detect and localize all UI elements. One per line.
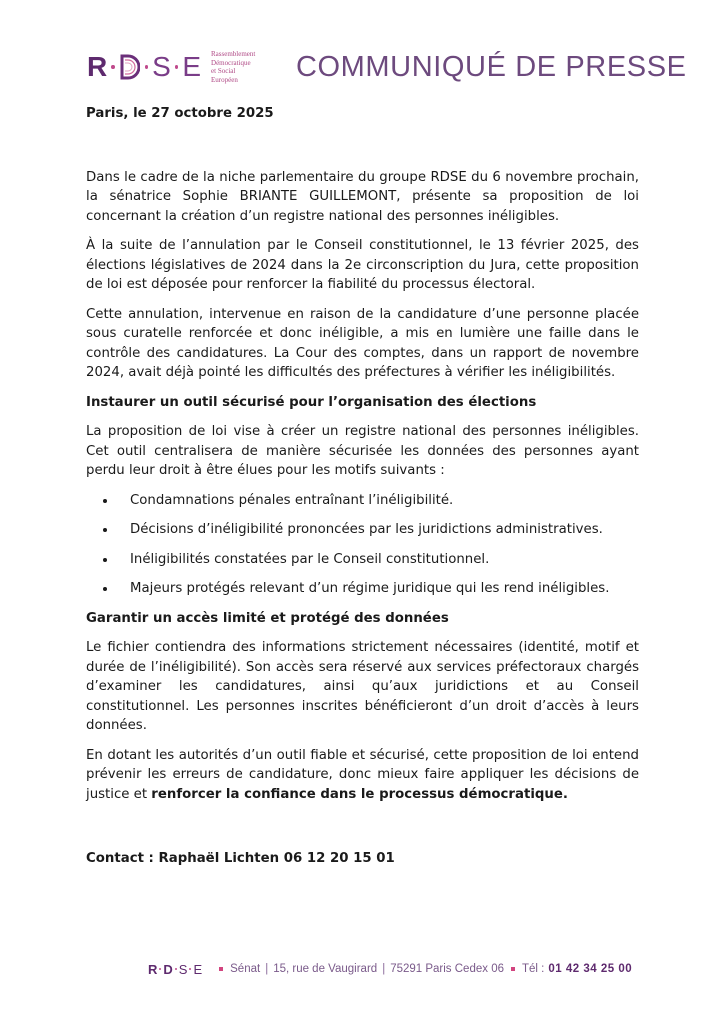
section-heading-tool: Instaurer un outil sécurisé pour l’organisation des élections [86, 394, 537, 410]
paragraph-intro: Dans le cadre de la niche parlementaire du groupe RDSE du 6 novembre prochain, la sénatrice Sophie BRIANTE GUILLEMONT, présente sa proposition de loi concernant la création d’un registre national des personnes inéligibles. [86, 169, 639, 224]
list-item: Majeurs protégés relevant d’un régime juridique qui les rend inéligibles. [130, 579, 639, 599]
footer-tel-number: 01 42 34 25 00 [548, 963, 633, 975]
logo-d-icon [120, 54, 140, 80]
tagline-line: et Social Européen [211, 67, 238, 84]
footer-city: 75291 Paris Cedex 06 [390, 963, 504, 975]
rdse-logo [87, 50, 257, 84]
logo-dot [111, 65, 114, 69]
footer-address: 15, rue de Vaugirard [273, 963, 378, 975]
page-footer [148, 958, 632, 980]
contact-line: Contact : Raphaël Lichten 06 12 20 15 01 [86, 851, 395, 866]
logo-letter-r: R [87, 51, 108, 82]
motifs-list [86, 491, 639, 599]
footer-separator: | [265, 963, 269, 975]
footer-logo [148, 962, 202, 977]
document-date: Paris, le 27 octobre 2025 [86, 106, 274, 121]
footer-bullet-icon [511, 967, 515, 971]
logo-dot [175, 968, 177, 970]
footer-logo-e: E [193, 961, 203, 977]
paragraph-annulation: Cette annulation, intervenue en raison de la candidature d’une personne placée sous curatelle renforcée et donc inéligible, a mis en lumière une faille dans le contrôle des candidatures. La Cour des comptes, dans un rapport de novembre 2024, avait déjà pointé les difficultés des préfectures à vérifier les inéligibilités. [86, 306, 639, 380]
paragraph-access: Le fichier contiendra des informations strictement nécessaires (identité, motif et durée de l’inéligibilité). Son accès sera réservé aux services préfectoraux chargés d’examiner les candidatures, ainsi qu’aux juridictions et au Conseil constitutionnel. Les personnes inscrites bénéficieront d’un droit d’accès à leurs données. [86, 640, 639, 733]
logo-dot [175, 65, 178, 69]
document-title: COMMUNIQUÉ DE PRESSE [295, 50, 687, 83]
logo-letter-s: S [152, 51, 171, 82]
conclusion-emphasis: renforcer la confiance dans le processus démocratique. [151, 786, 568, 802]
list-item: Décisions d’inéligibilité prononcées par les juridictions administratives. [130, 520, 639, 540]
section-heading-access: Garantir un accès limité et protégé des données [86, 610, 449, 626]
conclusion-text: En dotant les autorités d’un outil fiable et sécurisé, cette proposition de loi entend prévenir les erreurs de candidature, donc mieux faire appliquer les décisions de justice et [86, 747, 639, 802]
logo-tagline [211, 50, 257, 84]
footer-logo-d: D [163, 961, 173, 977]
footer-separator: | [382, 963, 386, 975]
footer-logo-s: S [178, 961, 188, 977]
footer-logo-r: R [148, 961, 158, 977]
page-header [87, 50, 687, 84]
footer-tel-label: Tél : [522, 963, 545, 975]
logo-letter-e: E [182, 51, 202, 82]
logo-dot [159, 968, 161, 970]
paragraph-registry: La proposition de loi vise à créer un registre national des personnes inéligibles. Cet outil centralisera de manière sécurisée les données des personnes ayant perdu leur droit à être élues pour les motifs suivants : [86, 424, 639, 478]
footer-place: Sénat [230, 963, 261, 975]
tagline-line: Démocratique [211, 58, 251, 67]
document-body [86, 104, 639, 869]
logo-dot [189, 968, 191, 970]
paragraph-conclusion [86, 746, 639, 805]
paragraph-context: À la suite de l’annulation par le Conseil constitutionnel, le 13 février 2025, des élections législatives de 2024 dans la 2e circonscription du Jura, cette proposition de loi est déposée pour renforcer la fiabilité du processus électoral. [86, 238, 639, 292]
list-item: Inéligibilités constatées par le Conseil constitutionnel. [130, 550, 639, 570]
logo-dot [145, 65, 148, 69]
footer-bullet-icon [219, 967, 223, 971]
list-item: Condamnations pénales entraînant l’inéligibilité. [130, 491, 639, 511]
tagline-line: Rassemblement [211, 50, 256, 58]
